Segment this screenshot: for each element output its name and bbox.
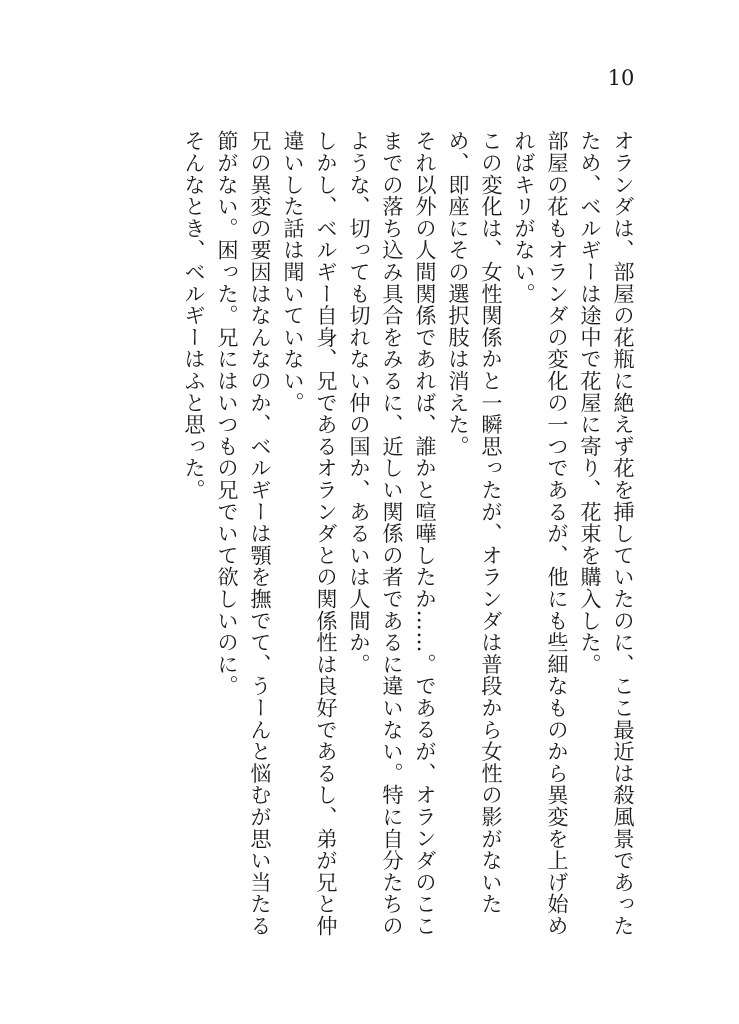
paragraph: そんなとき、ベルギーはふと思った。 bbox=[182, 130, 207, 501]
page-number: 10 bbox=[607, 66, 635, 90]
paragraph: 部屋の花もオランダの変化の一つであるが、他にも些細なものから異変を上げ始めればキリがない。 bbox=[512, 130, 570, 937]
paragraph: 兄の異変の要因はなんなのか、ベルギーは顎を撫でて、うーんと悩むが思い当たる節がない。困った。兄にはいつもの兄でいて欲しいのに。 bbox=[215, 130, 273, 937]
paragraph: この変化は、女性関係かと一瞬思ったが、オランダは普段から女性の影がないため、即座にその選択肢は消えた。 bbox=[446, 130, 504, 915]
paragraph: それ以外の人間関係であれば、誰かと喧嘩したか……。であるが、オランダのここまでの落ち込み具合をみるに、近しい関係の者であるに違いない。特に自分たちのような、切っても切れない仲の国か、あるいは人間か。 bbox=[347, 130, 438, 937]
vertical-body-text bbox=[178, 130, 640, 950]
paragraph: しかし、ベルギー自身、兄であるオランダとの関係性は良好であるし、弟が兄と仲違いした話は聞いていない。 bbox=[281, 130, 339, 937]
paragraph: オランダは、部屋の花瓶に絶えず花を挿していたのに、ここ最近は殺風景であったため、ベルギーは途中で花屋に寄り、花束を購入した。 bbox=[578, 130, 636, 937]
